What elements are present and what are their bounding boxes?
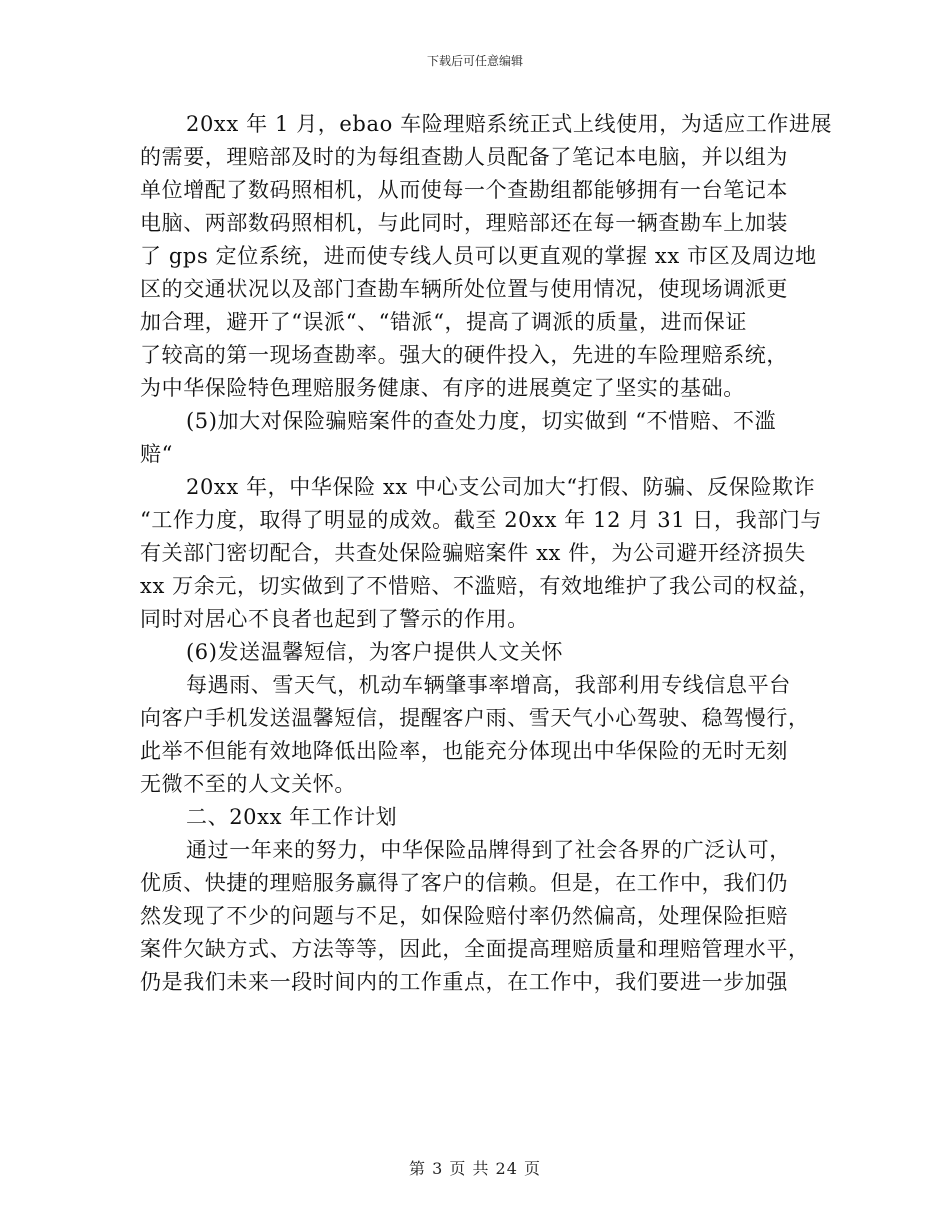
document-body <box>140 108 833 999</box>
section-heading-line: 赔“ <box>140 442 173 466</box>
page-header: 下载后可任意编辑 <box>426 54 523 68</box>
paragraph-line: 区的交通状况以及部门查勘车辆所处位置与使用情况，使现场调派更 <box>140 277 788 301</box>
paragraph-line: 的需要，理赔部及时的为每组查勘人员配备了笔记本电脑，并以组为 <box>140 145 788 169</box>
paragraph-line: 向客户手机发送温馨短信，提醒客户雨、雪天气小心驾驶、稳驾慢行， <box>140 706 810 730</box>
paragraph-line: 电脑、两部数码照相机，与此同时，理赔部还在每一辆查勘车上加装 <box>140 211 788 235</box>
page-number-footer: 第 3 页 共 24 页 <box>409 1159 541 1178</box>
paragraph-line: 每遇雨、雪天气，机动车辆肇事率增高，我部利用专线信息平台 <box>186 673 791 697</box>
paragraph-line: 加合理，避开了“误派“、“错派“，提高了调派的质量，进而保证 <box>140 310 747 334</box>
paragraph-line: 同时对居心不良者也起到了警示的作用。 <box>140 607 529 631</box>
paragraph-line: 为中华保险特色理赔服务健康、有序的进展奠定了坚实的基础。 <box>140 376 745 400</box>
paragraph-line: xx 万余元，切实做到了不惜赔、不滥赔，有效地维护了我公司的权益， <box>140 574 821 598</box>
paragraph-line: 优质、快捷的理赔服务赢得了客户的信赖。但是，在工作中，我们仍 <box>140 871 788 895</box>
paragraph-line: 案件欠缺方式、方法等等，因此，全面提高理赔质量和理赔管理水平， <box>140 937 810 961</box>
paragraph-line: 20xx 年 1 月，ebao 车险理赔系统正式上线使用，为适应工作进展 <box>186 112 833 136</box>
paragraph-line: 通过一年来的努力，中华保险品牌得到了社会各界的广泛认可， <box>186 838 791 862</box>
paragraph-line: 了 gps 定位系统，进而使专线人员可以更直观的掌握 xx 市区及周边地 <box>140 244 817 268</box>
paragraph-line: 仍是我们未来一段时间内的工作重点，在工作中，我们要进一步加强 <box>140 970 788 994</box>
paragraph-line: 此举不但能有效地降低出险率，也能充分体现出中华保险的无时无刻 <box>140 739 788 763</box>
section-heading-line: (5)加大对保险骗赔案件的查处力度，切实做到 “不惜赔、不滥 <box>186 409 777 433</box>
paragraph-line: 然发现了不少的问题与不足，如保险赔付率仍然偏高，处理保险拒赔 <box>140 904 788 928</box>
paragraph-line: 单位增配了数码照相机，从而使每一个查勘组都能够拥有一台笔记本 <box>140 178 788 202</box>
section-heading-line: 二、20xx 年工作计划 <box>186 805 398 829</box>
paragraph-line: 20xx 年，中华保险 xx 中心支公司加大“打假、防骗、反保险欺诈 <box>186 475 816 499</box>
paragraph-line: “工作力度，取得了明显的成效。截至 20xx 年 12 月 31 日，我部门与 <box>140 508 823 532</box>
paragraph-line: 无微不至的人文关怀。 <box>140 772 356 796</box>
paragraph-line: 有关部门密切配合，共查处保险骗赔案件 xx 件，为公司避开经济损失 <box>140 541 806 565</box>
paragraph-line: 了较高的第一现场查勘率。强大的硬件投入，先进的车险理赔系统， <box>140 343 788 367</box>
section-heading-line: (6)发送温馨短信，为客户提供人文关怀 <box>186 640 564 664</box>
